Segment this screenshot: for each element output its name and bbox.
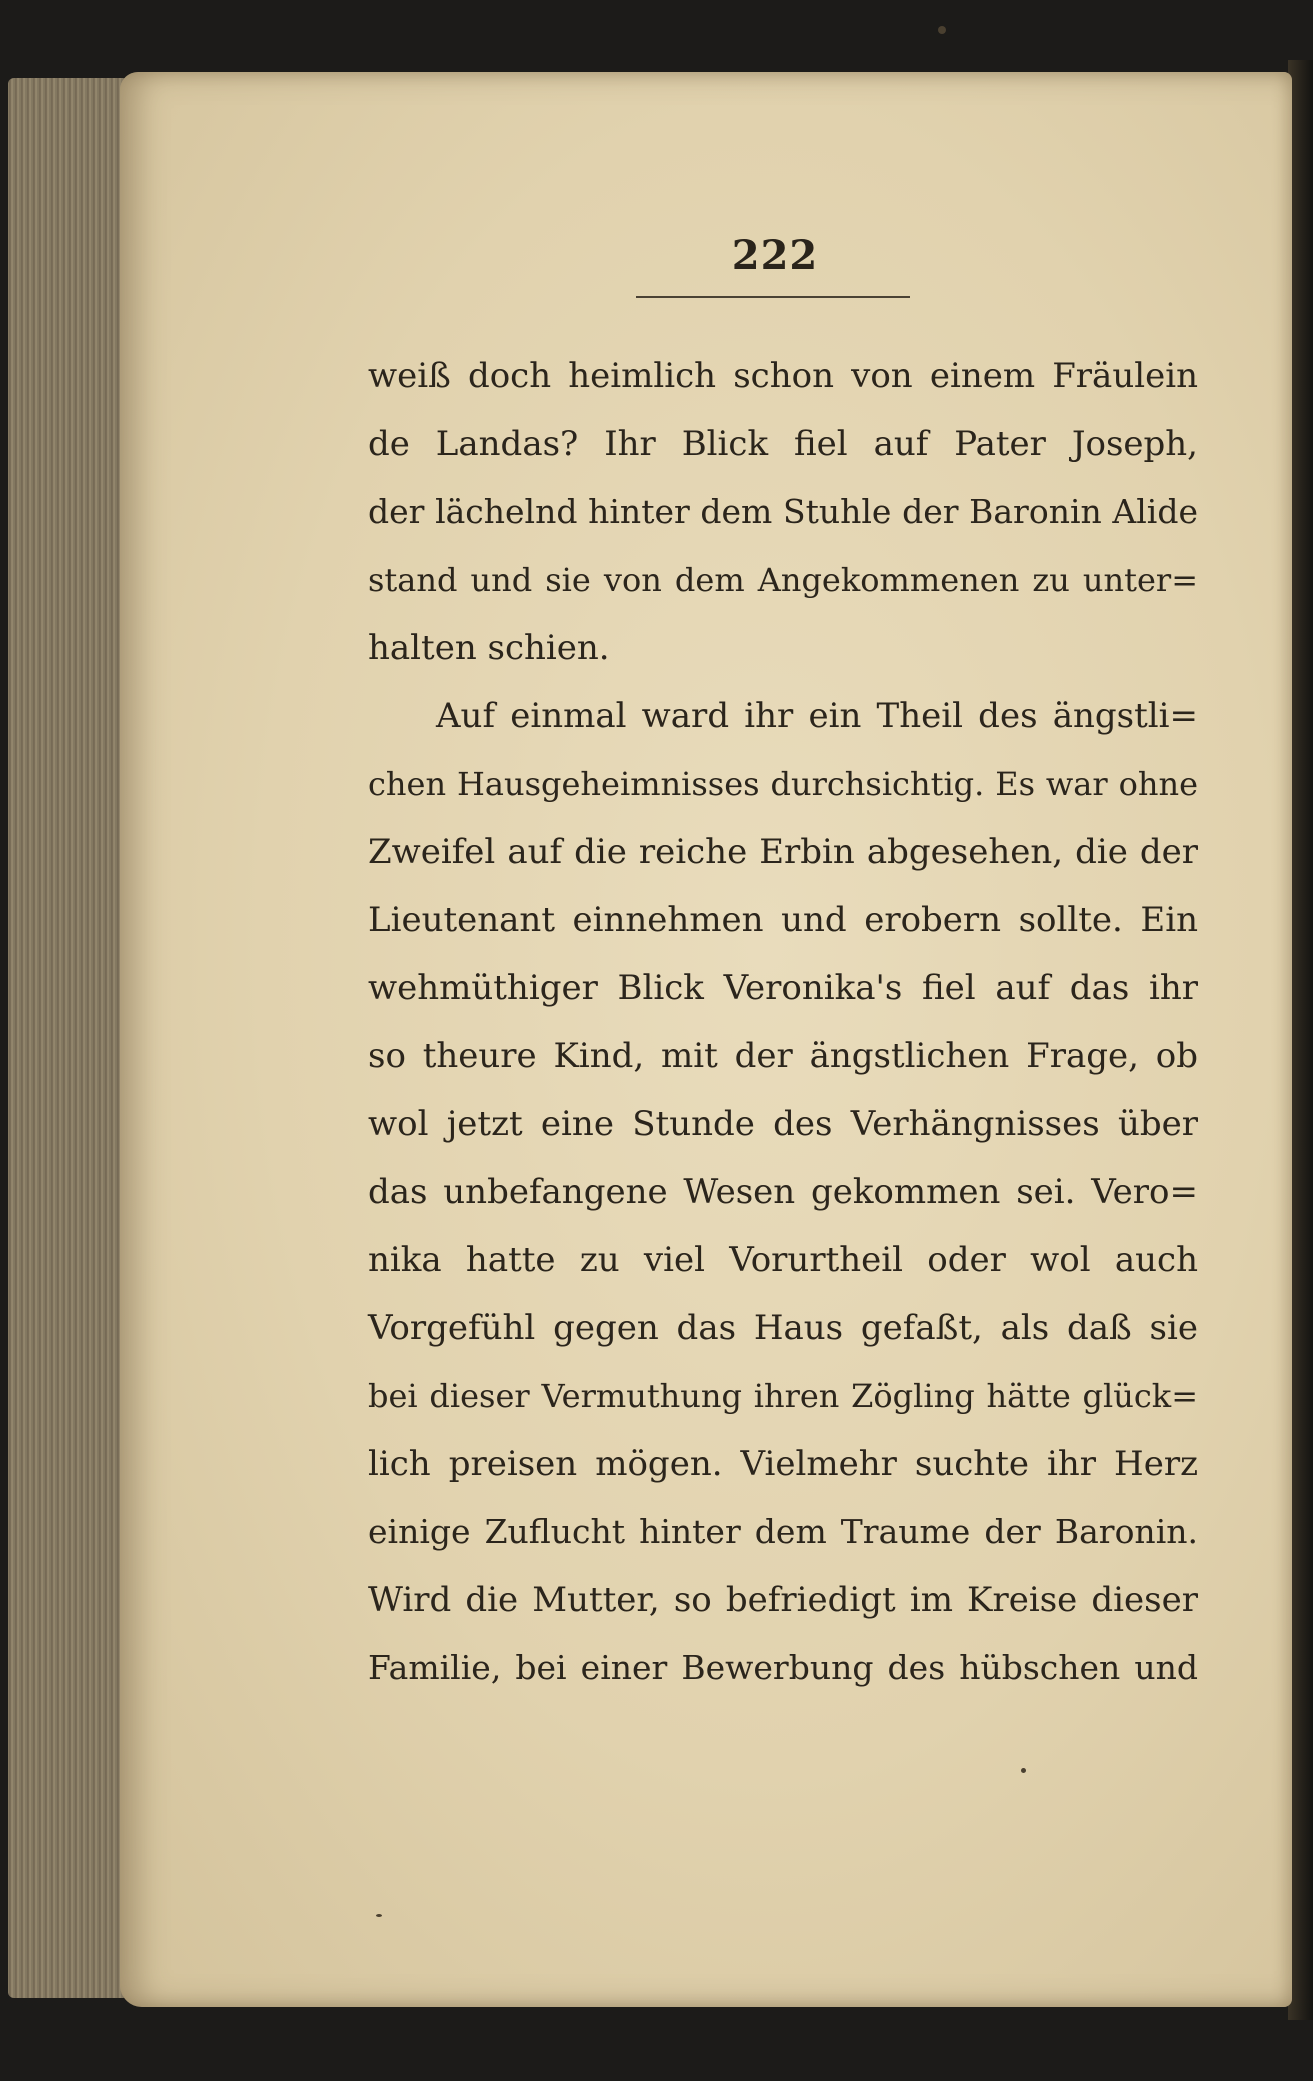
dust-speck: [1021, 1768, 1026, 1773]
text-line: Lieutenant einnehmen und erobern sollte. Ein: [368, 900, 1198, 940]
text-line: der lächelnd hinter dem Stuhle der Baronin Alide: [368, 492, 1198, 531]
header-rule: [636, 296, 910, 298]
text-line: bei dieser Vermuthung ihren Zögling hätte glück=: [368, 1377, 1198, 1415]
text-line: das unbefangene Wesen gekommen sei. Vero=: [368, 1172, 1198, 1212]
text-line: Zweifel auf die reiche Erbin abgesehen, die der: [368, 832, 1198, 872]
text-line: wol jetzt eine Stunde des Verhängnisses über: [368, 1104, 1198, 1144]
body-text: [368, 342, 1198, 1702]
text-line: halten schien.: [368, 628, 610, 668]
text-line: Wird die Mutter, so befriedigt im Kreise dieser: [368, 1580, 1198, 1620]
text-line: nika hatte zu viel Vorurtheil oder wol auch: [368, 1240, 1198, 1280]
dust-speck: [376, 1914, 382, 1917]
text-line: chen Hausgeheimnisses durchsichtig. Es war ohne: [368, 765, 1198, 803]
text-line: Auf einmal ward ihr ein Theil des ängstli=: [436, 696, 1198, 736]
text-line: weiß doch heimlich schon von einem Fräulein: [368, 356, 1198, 396]
text-line: lich preisen mögen. Vielmehr suchte ihr Herz: [368, 1444, 1198, 1484]
text-line: so theure Kind, mit der ängstlichen Frage, ob: [368, 1036, 1198, 1076]
text-line: einige Zuflucht hinter dem Traume der Baronin.: [368, 1512, 1198, 1551]
text-line: de Landas? Ihr Blick fiel auf Pater Joseph,: [368, 424, 1198, 464]
text-line: Vorgefühl gegen das Haus gefaßt, als daß sie: [368, 1308, 1198, 1348]
text-line: stand und sie von dem Angekommenen zu unter=: [368, 561, 1198, 599]
text-line: Familie, bei einer Bewerbung des hübschen und: [368, 1648, 1198, 1687]
dust-speck: [938, 26, 946, 34]
page-number: 222: [731, 232, 819, 279]
text-line: wehmüthiger Blick Veronika's fiel auf das ihr: [368, 968, 1198, 1008]
